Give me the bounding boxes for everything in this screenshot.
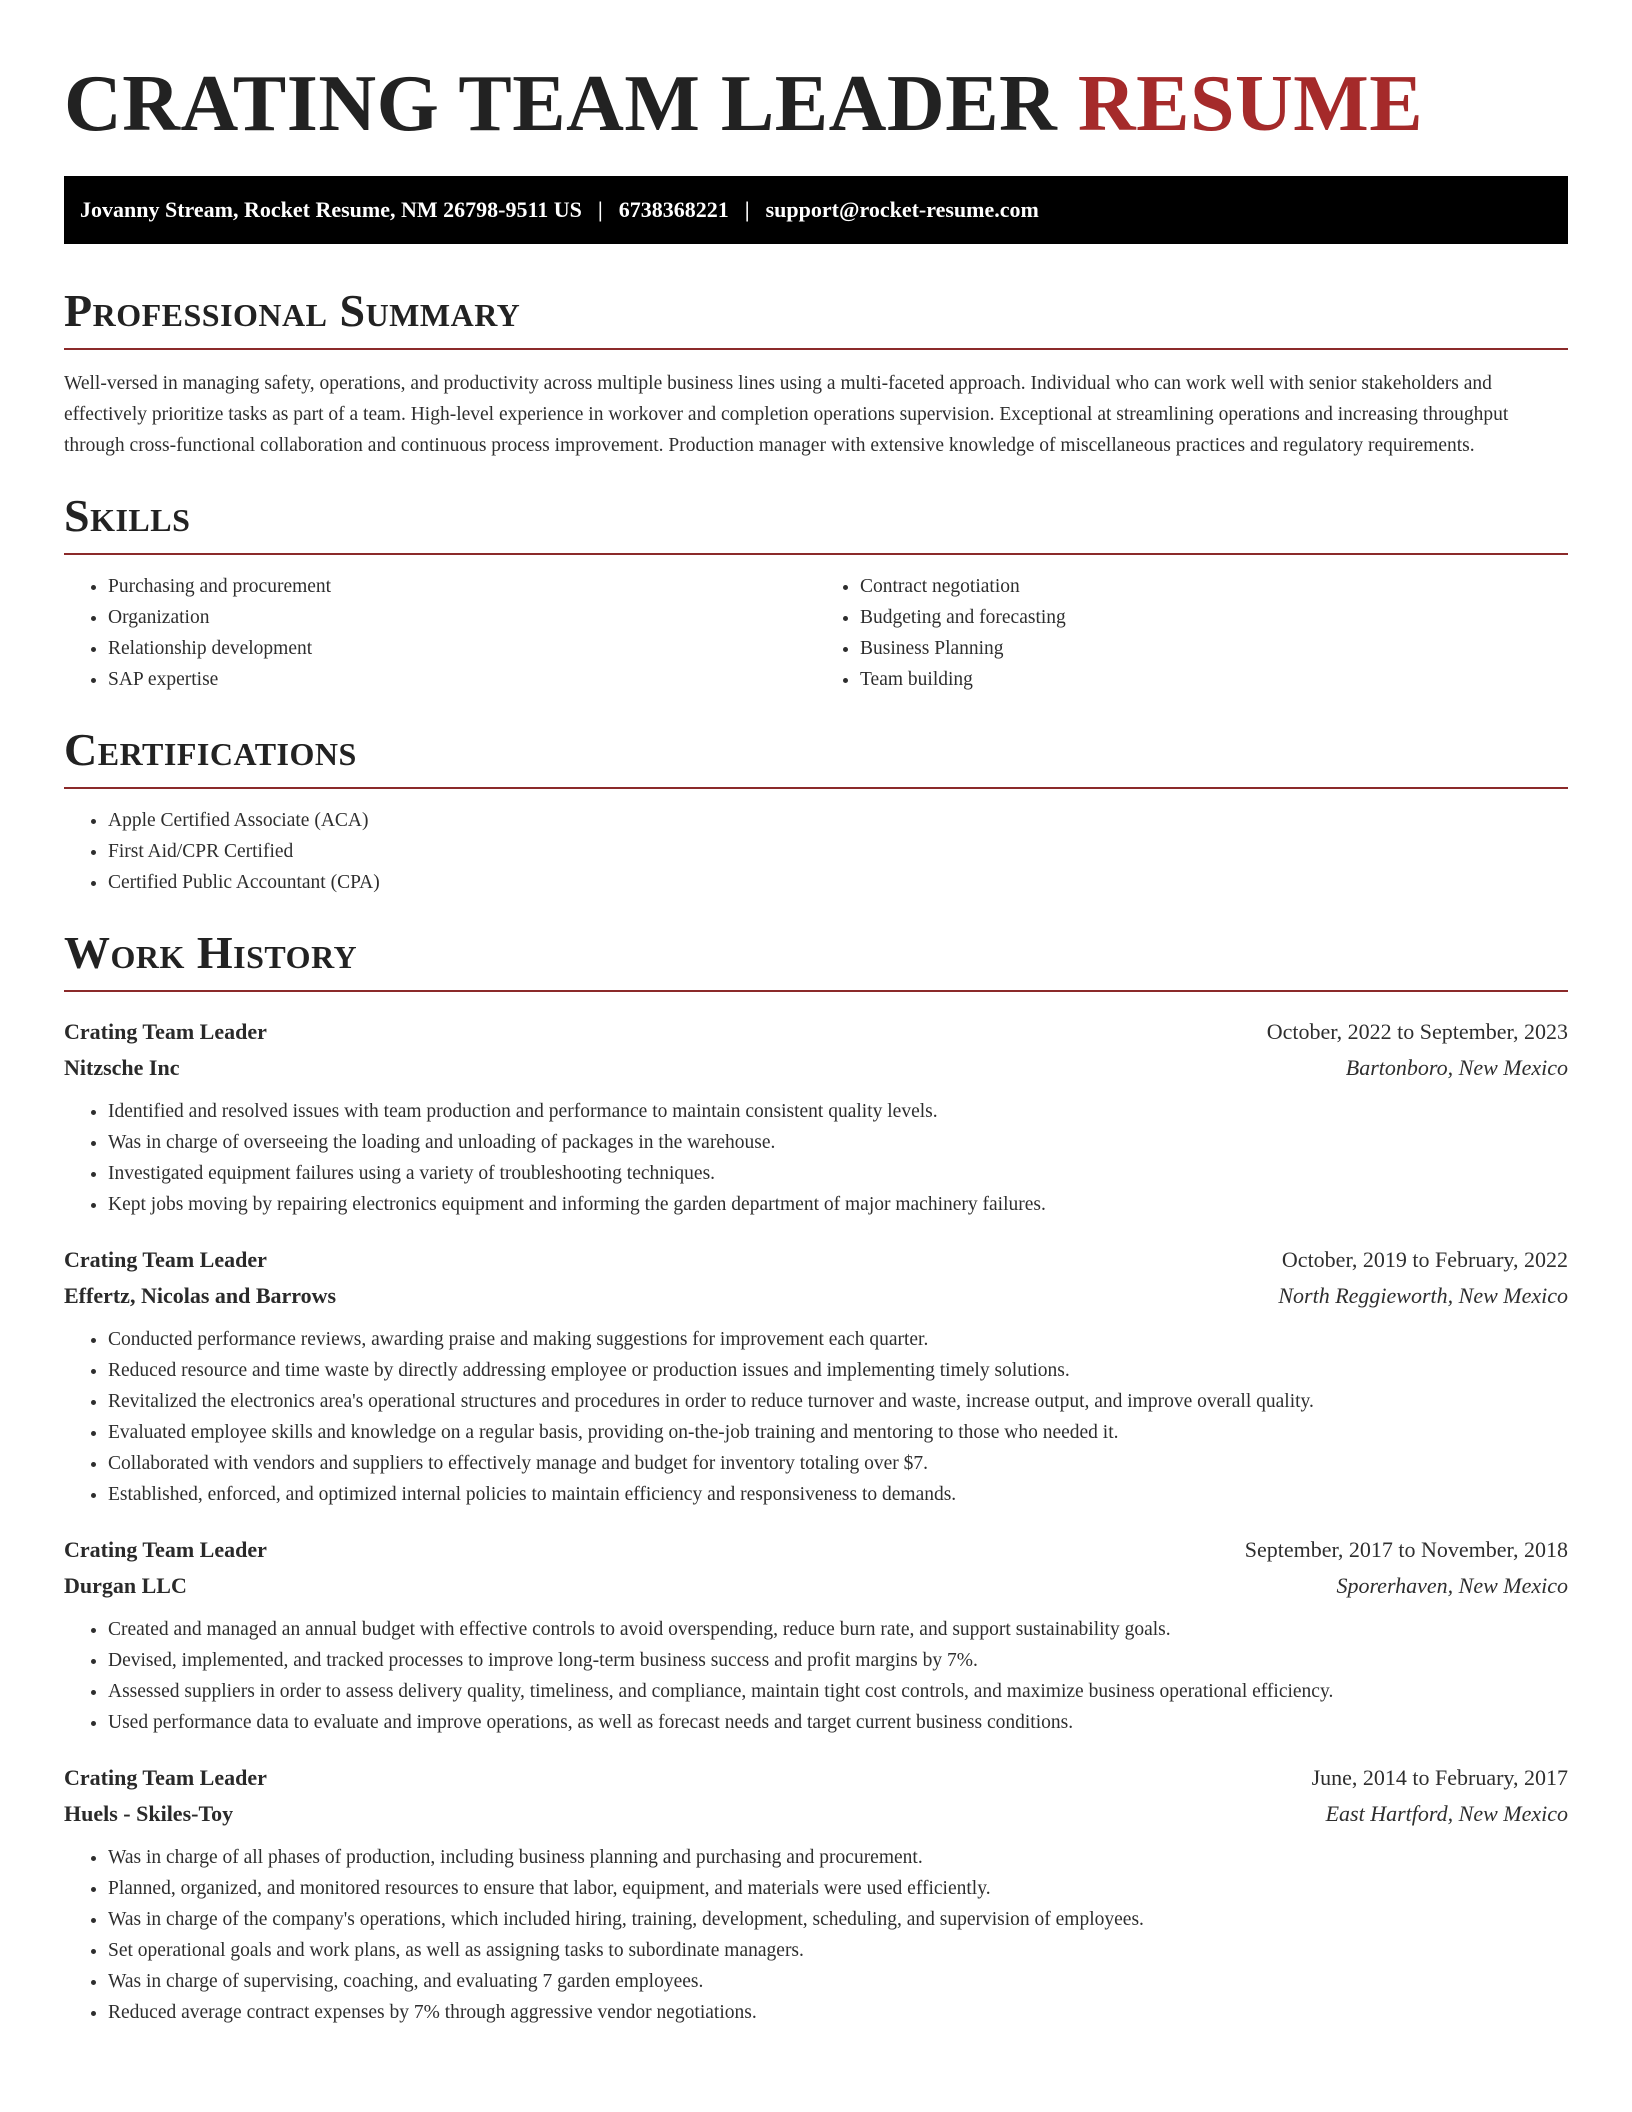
job-bullet: • Used performance data to evaluate and improve operations, as well as forecast needs and target current business conditions. — [108, 1707, 1568, 1738]
skill-item: • Organization — [108, 602, 816, 633]
job-bullet: • Assessed suppliers in order to assess delivery quality, timeliness, and compliance, maintain tight cost controls, and maximize business operational efficiency. — [108, 1676, 1568, 1707]
work-history-section — [64, 926, 1568, 2028]
job-bullet: • Was in charge of all phases of production, including business planning and purchasing and procurement. — [108, 1842, 1568, 1873]
job-dates: October, 2019 to February, 2022 — [1281, 1247, 1568, 1272]
job-bullet: • Revitalized the electronics area's operational structures and procedures in order to reduce turnover and waste, increase output, and improve overall quality. — [108, 1386, 1568, 1417]
contact-separator: | — [597, 197, 603, 222]
skills-list-left — [64, 571, 816, 695]
job-bullet: • Investigated equipment failures using a variety of troubleshooting techniques. — [108, 1158, 1568, 1189]
skills-section — [64, 489, 1568, 695]
contact-address: Jovanny Stream, Rocket Resume, NM 26798-9511 US — [80, 197, 582, 222]
title-main: CRATING TEAM LEADER — [64, 60, 1078, 148]
job-title: Crating Team Leader — [64, 1765, 267, 1790]
summary-text: Well-versed in managing safety, operations, and productivity across multiple business lines using a multi-faceted approach. Individual who can work well with senior stakeholders and effectively prioritize tasks as part of a team. High-level experience in workover and completion operations supervision. Exceptional at streamlining operations and increasing throughput through cross-functional collaboration and continuous process improvement. Production manager with extensive knowledge of miscellaneous practices and regulatory requirements. — [64, 373, 1509, 456]
job-company: Huels - Skiles-Toy — [64, 1801, 234, 1826]
job-bullet: • Set operational goals and work plans, as well as assigning tasks to subordinate managers. — [108, 1935, 1568, 1966]
job-company-row — [64, 1568, 1568, 1604]
job-bullet: • Was in charge of the company's operations, which included hiring, training, development, scheduling, and supervision of employees. — [108, 1904, 1568, 1935]
job-entry — [64, 1014, 1568, 1220]
skill-item: • Contract negotiation — [860, 571, 1568, 602]
job-bullet: • Evaluated employee skills and knowledge on a regular basis, providing on-the-job training and mentoring to those who needed it. — [108, 1417, 1568, 1448]
job-company: Nitzsche Inc — [64, 1055, 180, 1080]
skill-item: • Relationship development — [108, 633, 816, 664]
resume-title — [64, 0, 1568, 150]
job-bullet: • Conducted performance reviews, awarding praise and making suggestions for improvement each quarter. — [108, 1324, 1568, 1355]
skill-item: • SAP expertise — [108, 664, 816, 695]
section-divider — [64, 348, 1568, 350]
job-bullet: • Collaborated with vendors and suppliers to effectively manage and budget for inventory totaling over $7. — [108, 1448, 1568, 1479]
job-bullets — [64, 1096, 1568, 1220]
job-bullet: • Devised, implemented, and tracked processes to improve long-term business success and profit margins by 7%. — [108, 1645, 1568, 1676]
certification-item: • Certified Public Accountant (CPA) — [108, 867, 1568, 898]
job-location: Sporerhaven, New Mexico — [1336, 1573, 1568, 1598]
skills-grid — [64, 555, 1568, 695]
job-bullet: • Kept jobs moving by repairing electronics equipment and informing the garden department of major machinery failures. — [108, 1189, 1568, 1220]
job-company: Effertz, Nicolas and Barrows — [64, 1283, 337, 1308]
job-company-row — [64, 1796, 1568, 1832]
skill-item: • Budgeting and forecasting — [860, 602, 1568, 633]
job-bullet: • Created and managed an annual budget with effective controls to avoid overspending, reduce burn rate, and support sustainability goals. — [108, 1614, 1568, 1645]
title-accent: RESUME — [1077, 60, 1424, 148]
job-dates: September, 2017 to November, 2018 — [1244, 1537, 1568, 1562]
skill-item: • Business Planning — [860, 633, 1568, 664]
contact-bar — [64, 176, 1568, 244]
job-bullet: • Established, enforced, and optimized internal policies to maintain efficiency and responsiveness to demands. — [108, 1479, 1568, 1510]
contact-email: support@rocket-resume.com — [765, 197, 1039, 222]
contact-phone: 6738368221 — [618, 197, 729, 222]
job-header-row — [64, 1760, 1568, 1796]
job-title: Crating Team Leader — [64, 1537, 267, 1562]
job-bullets — [64, 1324, 1568, 1510]
job-bullet: • Was in charge of overseeing the loading and unloading of packages in the warehouse. — [108, 1127, 1568, 1158]
certifications-section — [64, 723, 1568, 898]
job-bullet: • Reduced average contract expenses by 7% through aggressive vendor negotiations. — [108, 1997, 1568, 2028]
contact-separator: | — [744, 197, 750, 222]
job-location: North Reggieworth, New Mexico — [1278, 1283, 1568, 1308]
job-location: East Hartford, New Mexico — [1325, 1801, 1568, 1826]
skill-item: • Team building — [860, 664, 1568, 695]
job-title: Crating Team Leader — [64, 1247, 267, 1272]
job-company: Durgan LLC — [64, 1573, 187, 1598]
summary-section — [64, 284, 1568, 461]
job-dates: October, 2022 to September, 2023 — [1266, 1019, 1568, 1044]
skills-heading: Skills — [64, 490, 191, 541]
summary-heading: Professional Summary — [64, 285, 521, 336]
job-bullet: • Identified and resolved issues with team production and performance to maintain consistent quality levels. — [108, 1096, 1568, 1127]
certifications-list — [64, 805, 1568, 898]
skill-item: • Purchasing and procurement — [108, 571, 816, 602]
job-header-row — [64, 1014, 1568, 1050]
certification-item: • First Aid/CPR Certified — [108, 836, 1568, 867]
job-bullet: • Was in charge of supervising, coaching, and evaluating 7 garden employees. — [108, 1966, 1568, 1997]
job-company-row — [64, 1050, 1568, 1086]
section-divider — [64, 990, 1568, 992]
job-header-row — [64, 1532, 1568, 1568]
job-dates: June, 2014 to February, 2017 — [1311, 1765, 1568, 1790]
job-company-row — [64, 1278, 1568, 1314]
work-history-heading: Work History — [64, 927, 358, 978]
job-location: Bartonboro, New Mexico — [1345, 1055, 1568, 1080]
job-bullets — [64, 1614, 1568, 1738]
job-bullet: • Reduced resource and time waste by directly addressing employee or production issues and implementing timely solutions. — [108, 1355, 1568, 1386]
job-header-row — [64, 1242, 1568, 1278]
skills-list-right — [816, 571, 1568, 695]
section-divider — [64, 787, 1568, 789]
job-bullets — [64, 1842, 1568, 2028]
job-entry — [64, 1242, 1568, 1510]
job-entry — [64, 1532, 1568, 1738]
certification-item: • Apple Certified Associate (ACA) — [108, 805, 1568, 836]
job-bullet: • Planned, organized, and monitored resources to ensure that labor, equipment, and materials were used efficiently. — [108, 1873, 1568, 1904]
job-entry — [64, 1760, 1568, 2028]
job-title: Crating Team Leader — [64, 1019, 267, 1044]
certifications-heading: Certifications — [64, 724, 357, 775]
